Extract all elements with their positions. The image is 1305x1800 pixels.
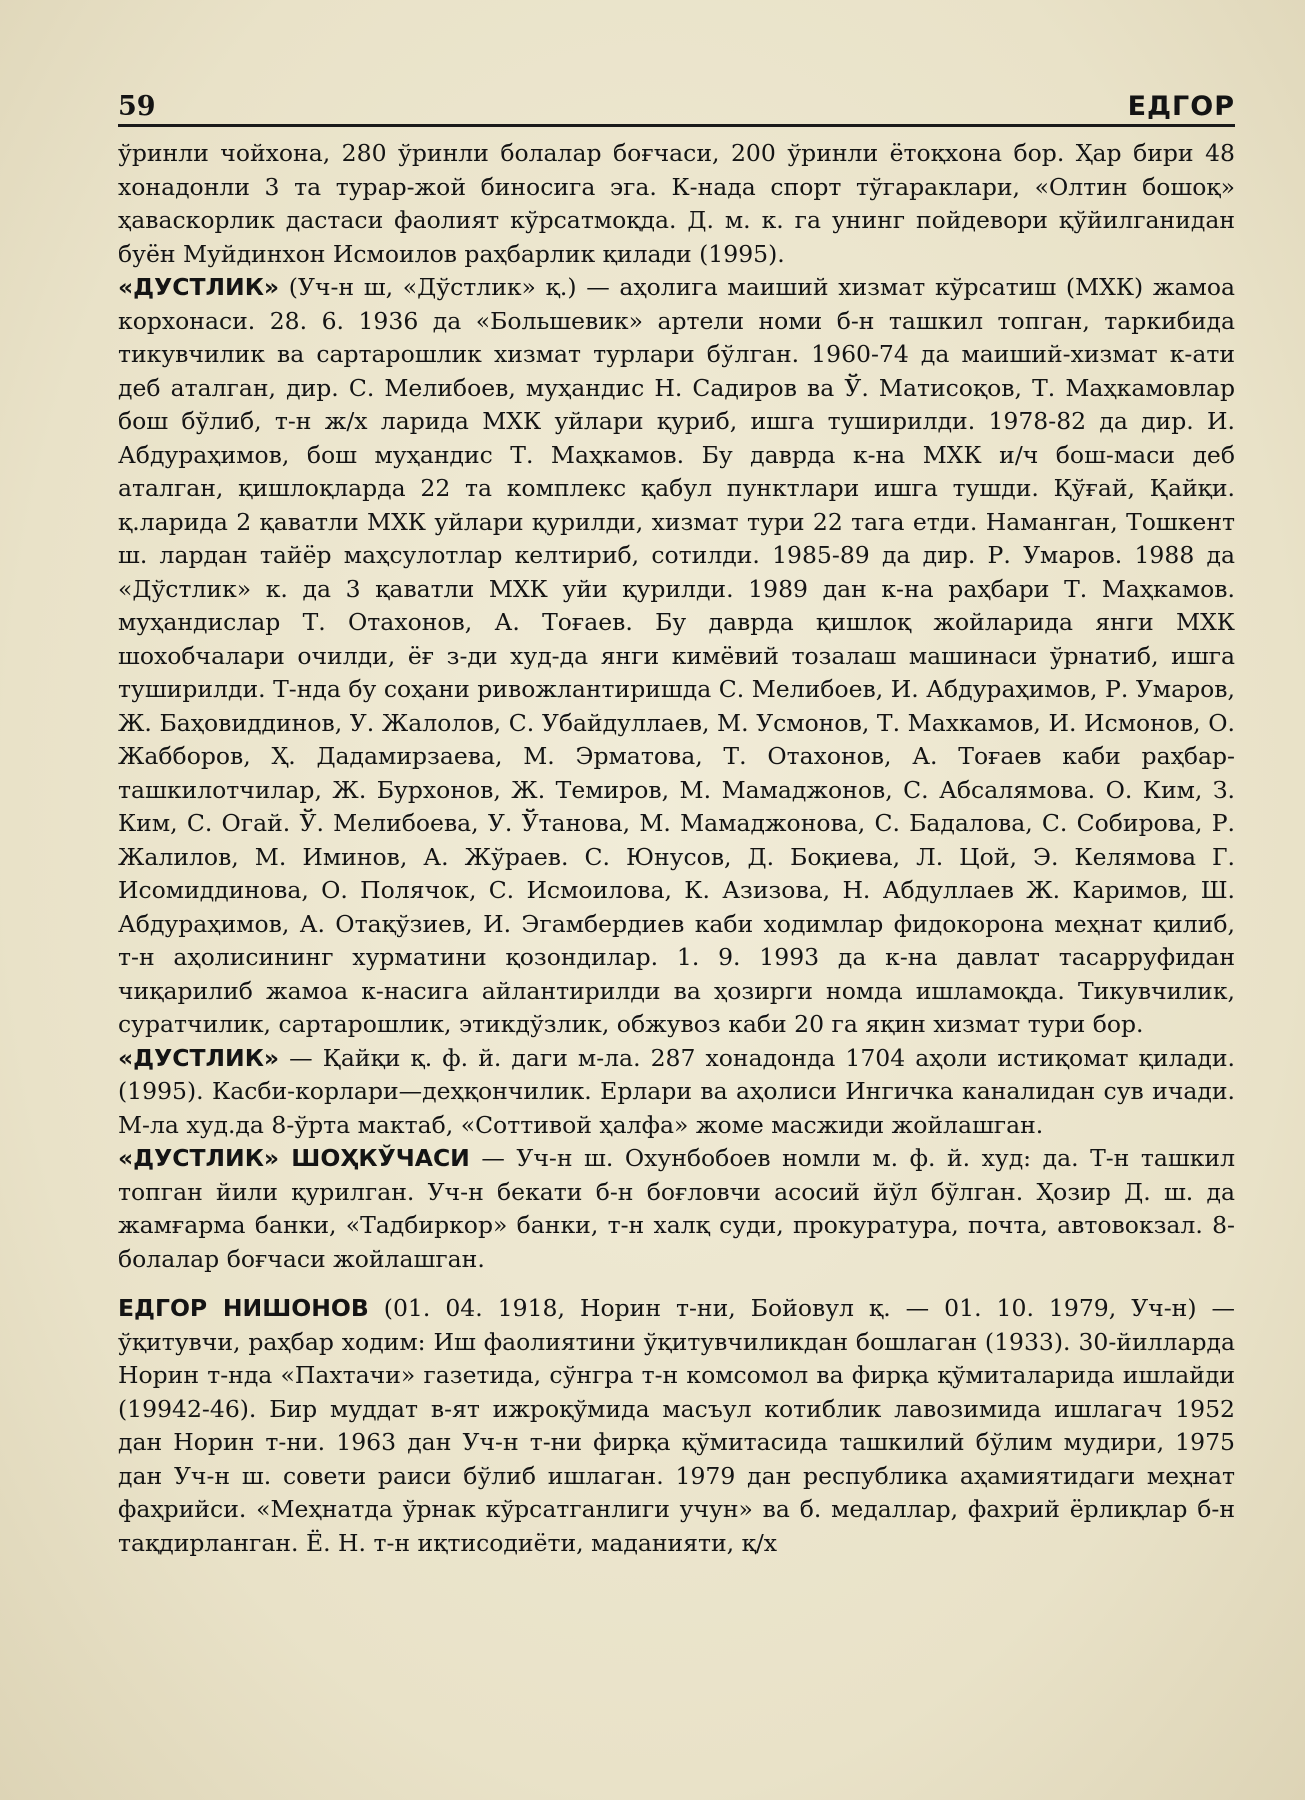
- running-head: ЕДГОР: [1127, 91, 1235, 122]
- entry-dustlik-mahalla: [118, 1042, 1235, 1143]
- entry-text: (Уч-н ш, «Дўстлик» қ.) — аҳолига маиший хизмат кўрсатиш (МХК) жамоа корхонаси. 28. 6. 1936 да «Большевик» артели номи б-н ташкил топган, таркибида тикувчилик ва сартарошлик хизмат турлари бўлган. 1960-74 да маиший-хизмат к-ати деб аталган, дир. С. Мелибоев, муҳандис Н. Садиров ва Ў. Матисоқов, Т. Маҳкамовлар бош бўлиб, т-н ж/х ларида МХК уйлари қуриб, ишга туширилди. 1978-82 да дир. И. Абдураҳимов, бош муҳандис Т. Маҳкамов. Бу даврда к-на МХК и/ч бош-маси деб аталган, қишлоқларда 22 та комплекс қабул пунктлари ишга тушди. Қўғай, Қайқи. қ.ларида 2 қаватли МХК уйлари қурилди, хизмат тури 22 тага етди. Наманган, Тошкент ш. лардан тайёр маҳсулотлар келтириб, сотилди. 1985-89 да дир. Р. Умаров. 1988 да «Дўстлик» к. да 3 қаватли МХК уйи қурилди. 1989 дан к-на раҳбари Т. Маҳкамов. муҳандислар Т. Отахонов, А. Тоғаев. Бу даврда қишлоқ жойларида янги МХК шохобчалари очилди, ёғ з-ди худ-да янги кимёвий тозалаш машинаси ўрнатиб, ишга туширилди. Т-нда бу соҳани ривожлантиришда С. Мелибоев, И. Абдураҳимов, Р. Умаров, Ж. Баҳовиддинов, У. Жалолов, С. Убайдуллаев, М. Усмонов, Т. Махкамов, И. Исмонов, О. Жабборов, Ҳ. Дадамирзаева, М. Эрматова, Т. Отахонов, А. Тоғаев каби раҳбар-ташкилотчилар, Ж. Бурхонов, Ж. Темиров, М. Мамаджонов, С. Абсалямова. О. Ким, З. Ким, С. Огай. Ў. Мелибоева, У. Ўтанова, М. Мамаджонова, С. Бадалова, С. Собирова, Р. Жалилов, М. Иминов, А. Жўраев. С. Юнусов, Д. Боқиева, Л. Цой, Э. Келямова Г. Исомиддинова, О. Полячок, С. Исмоилова, К. Азизова, Н. Абдуллаев Ж. Каримов, Ш. Абдураҳимов, А. Отақўзиев, И. Эгамбердиев каби ходимлар фидокорона меҳнат қилиб, т-н аҳолисининг хурматини қозондилар. 1. 9. 1993 да к-на давлат тасарруфидан чиқарилиб жамоа к-насига айлантирилди ва ҳозирги номда ишламоқда. Тикувчилик, суратчилик, сартарошлик, этикдўзлик, обжувоз каби 20 га яқин хизмат тури бор.: [118, 273, 1235, 1038]
- entry-dustlik-enterprise: [118, 271, 1235, 1042]
- entry-dustlik-street: [118, 1142, 1235, 1276]
- page-number: 59: [118, 91, 156, 122]
- entry-heading: ЕДГОР НИШОНОВ: [118, 1294, 369, 1322]
- entry-continuation: [118, 137, 1235, 271]
- entry-heading: «ДУСТЛИК» ШОҲКЎЧАСИ: [118, 1144, 470, 1172]
- entry-text: — Уч-н ш. Охунбобоев номли м. ф. й. худ: да. Т-н ташкил топган йили қурилган. Уч-н бекати б-н боғловчи асосий йўл бўлган. Ҳозир Д. ш. да жамғарма банки, «Тадбиркор» банки, т-н халқ суди, прокуратура, почта, автовокзал. 8-болалар боғчаси жойлашган.: [118, 1144, 1235, 1273]
- entry-text: (01. 04. 1918, Норин т-ни, Бойовул қ. — 01. 10. 1979, Уч-н) — ўқитувчи, раҳбар ходим: Иш фаолиятини ўқитувчиликдан бошлаган (1933). 30-йилларда Норин т-нда «Пахтачи» газетида, сўнгра т-н комсомол ва фирқа қўмиталарида ишлайди (19942-46). Бир муддат в-ят ижроқўмида масъул котиблик лавозимида ишлагач 1952 дан Норин т-ни. 1963 дан Уч-н т-ни фирқа қўмитасида ташкилий бўлим мудири, 1975 дан Уч-н ш. совети раиси бўлиб ишлаган. 1979 дан республика аҳамиятидаги меҳнат фаҳрийси. «Меҳнатда ўрнак кўрсатганлиги учун» ва б. медаллар, фахрий ёрлиқлар б-н тақдирланган. Ё. Н. т-н иқтисодиёти, маданияти, қ/х: [118, 1294, 1235, 1557]
- entry-edgor-nishonov: [118, 1292, 1235, 1560]
- entry-heading: «ДУСТЛИК»: [118, 273, 280, 301]
- entry-text: ўринли чойхона, 280 ўринли болалар боғчаси, 200 ўринли ётоқхона бор. Ҳар бири 48 хонадонли 3 та турар-жой биносига эга. К-нада спорт тўгараклари, «Олтин бошоқ» ҳаваскорлик дастаси фаолият кўрсатмоқда. Д. м. к. га унинг пойдевори қўйилганидан буён Муйдинхон Исмоилов раҳбарлик қилади (1995).: [118, 139, 1235, 268]
- entry-heading: «ДУСТЛИК»: [118, 1043, 280, 1072]
- entry-text: — Қайқи қ. ф. й. даги м-ла. 287 хонадонда 1704 аҳоли истиқомат қилади. (1995). Касби-корлари—деҳқончилик. Ерлари ва аҳолиси Ингичка каналидан сув ичади. М-ла худ.да 8-ўрта мактаб, «Соттивой ҳалфа» жоме масжиди жойлашган.: [118, 1043, 1235, 1139]
- page-header: [118, 78, 1235, 127]
- article-body: [118, 137, 1235, 1560]
